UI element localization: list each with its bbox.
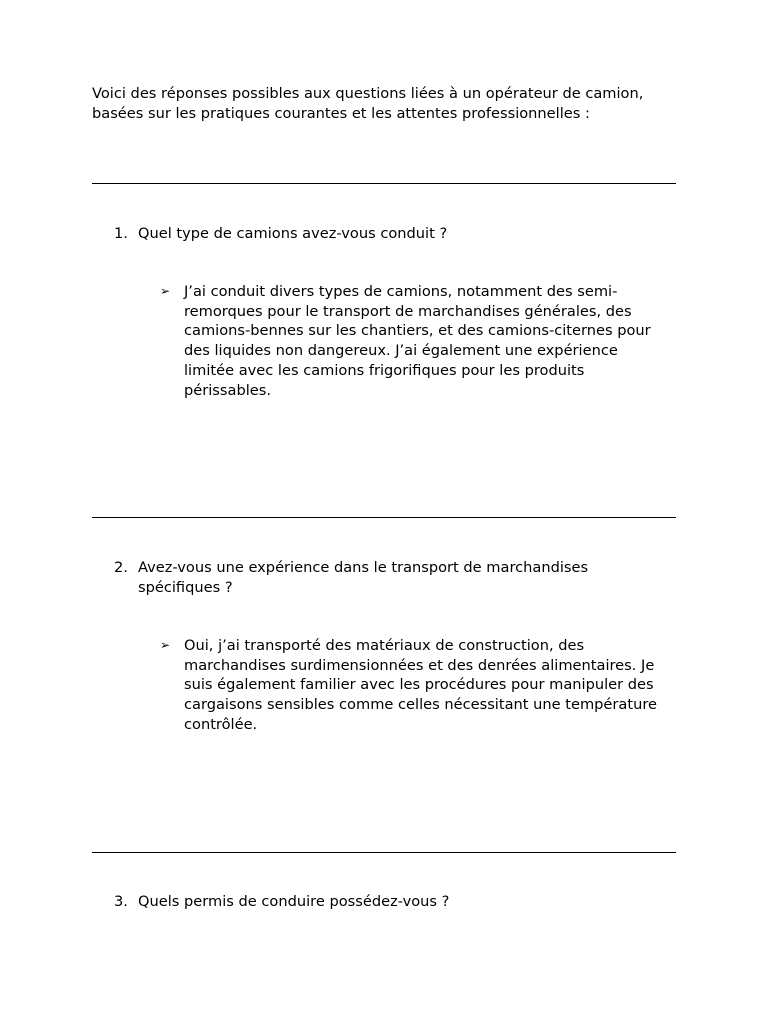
arrowhead-bullet-icon: ➢ <box>160 284 171 298</box>
question-number: 1. <box>114 225 128 242</box>
horizontal-rule <box>92 852 676 853</box>
question-text: Quel type de camions avez-vous conduit ? <box>138 225 448 242</box>
question-text: Quels permis de conduire possédez-vous ? <box>138 893 450 910</box>
answer-text: J’ai conduit divers types de camions, notamment des semi-remorques pour le transport de marchandises générales, des camions-bennes sur les chantiers, et des camions-citernes pour des liquides non dangereux. J’ai également une expérience limitée avec les camions frigorifiques pour les produits périssables. <box>184 283 651 399</box>
horizontal-rule <box>92 183 676 184</box>
question-number: 3. <box>114 893 128 910</box>
question-1 <box>114 224 654 244</box>
arrowhead-bullet-icon: ➢ <box>160 638 171 652</box>
question-text: Avez-vous une expérience dans le transport de marchandises spécifiques ? <box>138 559 589 596</box>
intro-paragraph: Voici des réponses possibles aux questions liées à un opérateur de camion, basées sur les pratiques courantes et les attentes professionnelles : <box>92 85 644 122</box>
question-number: 2. <box>114 559 128 576</box>
answer-2 <box>160 636 660 735</box>
horizontal-rule <box>92 517 676 518</box>
question-2 <box>114 558 654 598</box>
question-3 <box>114 892 654 912</box>
answer-1 <box>160 282 660 400</box>
answer-text: Oui, j’ai transporté des matériaux de construction, des marchandises surdimensionnées et des denrées alimentaires. Je suis également familier avec les procédures pour manipuler des cargaisons sensibles comme celles nécessitant une température contrôlée. <box>184 637 657 733</box>
